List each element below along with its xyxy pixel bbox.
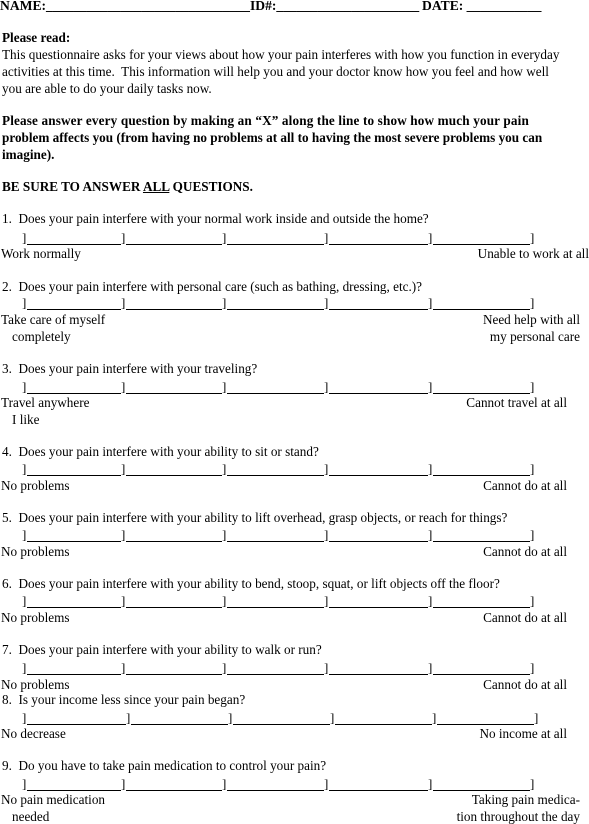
scale-segment[interactable] bbox=[131, 711, 228, 725]
scale-segment[interactable] bbox=[126, 462, 222, 476]
scale-segment[interactable] bbox=[227, 528, 324, 542]
right-anchor-label: Unable to work at all bbox=[477, 246, 589, 261]
name-field[interactable]: NAME:______________________________ bbox=[0, 0, 250, 13]
scale-tick: ] bbox=[428, 776, 433, 791]
scale-segment[interactable] bbox=[329, 380, 428, 394]
rating-scale-line[interactable] bbox=[22, 231, 538, 245]
scale-tick: ] bbox=[222, 295, 227, 310]
scale-tick: ] bbox=[22, 776, 27, 791]
please-read-heading: Please read: bbox=[2, 30, 71, 45]
scale-segment[interactable] bbox=[126, 661, 222, 675]
scale-segment[interactable] bbox=[227, 296, 324, 310]
rating-scale-line[interactable] bbox=[22, 711, 538, 725]
scale-tick: ] bbox=[530, 527, 535, 542]
scale-segment[interactable] bbox=[126, 594, 222, 608]
scale-segment[interactable] bbox=[329, 661, 428, 675]
left-anchor-label: No problems bbox=[1, 544, 70, 559]
scale-tick: ] bbox=[121, 461, 126, 476]
scale-tick: ] bbox=[121, 295, 126, 310]
scale-tick: ] bbox=[330, 710, 335, 725]
scale-tick: ] bbox=[324, 527, 329, 542]
right-anchor-label: Cannot do at all bbox=[483, 610, 567, 625]
scale-tick: ] bbox=[22, 710, 27, 725]
scale-tick: ] bbox=[530, 593, 535, 608]
scale-tick: ] bbox=[228, 710, 233, 725]
right-anchor-label: Cannot do at all bbox=[483, 478, 567, 493]
question-text: 2. Does your pain interfere with personal care (such as bathing, dressing, etc.)? bbox=[2, 279, 423, 294]
scale-segment[interactable] bbox=[437, 711, 534, 725]
scale-tick: ] bbox=[222, 461, 227, 476]
scale-segment[interactable] bbox=[329, 296, 428, 310]
question-text: 7. Does your pain interfere with your ability to walk or run? bbox=[2, 642, 322, 657]
scale-tick: ] bbox=[324, 461, 329, 476]
scale-tick: ] bbox=[121, 593, 126, 608]
scale-segment[interactable] bbox=[126, 380, 222, 394]
left-anchor-label: needed bbox=[12, 809, 50, 824]
scale-segment[interactable] bbox=[227, 231, 324, 245]
scale-segment[interactable] bbox=[126, 296, 222, 310]
intro-line-2: activities at this time. This information will help you and your doctor know how you feel and how well bbox=[2, 64, 549, 79]
scale-tick: ] bbox=[428, 379, 433, 394]
scale-segment[interactable] bbox=[329, 231, 428, 245]
scale-tick: ] bbox=[324, 295, 329, 310]
scale-tick: ] bbox=[324, 230, 329, 245]
scale-tick: ] bbox=[121, 379, 126, 394]
scale-segment[interactable] bbox=[433, 594, 530, 608]
instructions-line-3: imagine). bbox=[2, 147, 55, 162]
scale-tick: ] bbox=[530, 660, 535, 675]
scale-tick: ] bbox=[324, 660, 329, 675]
rating-scale-line[interactable] bbox=[22, 296, 538, 310]
form-header bbox=[0, 0, 589, 53]
left-anchor-label: completely bbox=[12, 329, 71, 344]
scale-tick: ] bbox=[324, 379, 329, 394]
left-anchor-label: No problems bbox=[1, 610, 70, 625]
scale-tick: ] bbox=[428, 527, 433, 542]
scale-tick: ] bbox=[428, 660, 433, 675]
scale-segment[interactable] bbox=[433, 777, 530, 791]
scale-segment[interactable] bbox=[335, 711, 432, 725]
question-text: 3. Does your pain interfere with your traveling? bbox=[2, 361, 258, 376]
scale-tick: ] bbox=[121, 660, 126, 675]
scale-tick: ] bbox=[222, 660, 227, 675]
question-text: 1. Does your pain interfere with your normal work inside and outside the home? bbox=[2, 211, 429, 226]
right-anchor-label: Taking pain medica- bbox=[471, 792, 580, 807]
scale-segment[interactable] bbox=[27, 711, 126, 725]
scale-tick: ] bbox=[530, 230, 535, 245]
scale-tick: ] bbox=[222, 230, 227, 245]
rating-scale-line[interactable] bbox=[22, 777, 538, 791]
rating-scale-line[interactable] bbox=[22, 661, 538, 675]
scale-segment[interactable] bbox=[27, 594, 121, 608]
scale-segment[interactable] bbox=[227, 380, 324, 394]
scale-segment[interactable] bbox=[233, 711, 330, 725]
scale-segment[interactable] bbox=[126, 231, 222, 245]
scale-segment[interactable] bbox=[227, 462, 324, 476]
scale-tick: ] bbox=[432, 710, 437, 725]
scale-tick: ] bbox=[22, 527, 27, 542]
scale-tick: ] bbox=[222, 776, 227, 791]
scale-segment[interactable] bbox=[126, 528, 222, 542]
scale-segment[interactable] bbox=[433, 528, 530, 542]
scale-segment[interactable] bbox=[227, 661, 324, 675]
scale-tick: ] bbox=[530, 379, 535, 394]
scale-segment[interactable] bbox=[27, 777, 121, 791]
scale-tick: ] bbox=[428, 461, 433, 476]
scale-segment[interactable] bbox=[27, 380, 121, 394]
scale-segment[interactable] bbox=[27, 462, 121, 476]
scale-segment[interactable] bbox=[433, 380, 530, 394]
rating-scale-line[interactable] bbox=[22, 462, 538, 476]
scale-tick: ] bbox=[22, 660, 27, 675]
left-anchor-label: Travel anywhere bbox=[1, 395, 90, 410]
scale-tick: ] bbox=[428, 230, 433, 245]
scale-segment[interactable] bbox=[227, 594, 324, 608]
right-anchor-label: Cannot do at all bbox=[483, 677, 567, 692]
scale-segment[interactable] bbox=[329, 462, 428, 476]
date-field[interactable]: DATE: ___________ bbox=[422, 0, 542, 13]
scale-segment[interactable] bbox=[433, 231, 530, 245]
scale-tick: ] bbox=[22, 593, 27, 608]
scale-tick: ] bbox=[222, 593, 227, 608]
scale-tick: ] bbox=[22, 295, 27, 310]
right-anchor-label: No income at all bbox=[479, 726, 567, 741]
right-anchor-label: Need help with all bbox=[482, 312, 580, 327]
id-field[interactable]: ID#:_____________________ bbox=[250, 0, 420, 13]
scale-segment[interactable] bbox=[329, 777, 428, 791]
scale-segment[interactable] bbox=[27, 231, 121, 245]
question-text: 8. Is your income less since your pain began? bbox=[2, 692, 246, 707]
instructions-line-1: Please answer every question by making an “X” along the line to show how much your pain bbox=[2, 113, 529, 128]
question-text: 4. Does your pain interfere with your ability to sit or stand? bbox=[2, 444, 319, 459]
scale-tick: ] bbox=[22, 461, 27, 476]
scale-tick: ] bbox=[324, 776, 329, 791]
question-text: 6. Does your pain interfere with your ability to bend, stoop, squat, or lift objects off the floor? bbox=[2, 576, 500, 591]
rating-scale-line[interactable] bbox=[22, 594, 538, 608]
left-anchor-label: I like bbox=[12, 412, 40, 427]
intro-line-1: This questionnaire asks for your views about how your pain interferes with how you function in everyday bbox=[2, 47, 560, 62]
scale-tick: ] bbox=[121, 527, 126, 542]
question-text: 9. Do you have to take pain medication to control your pain? bbox=[2, 758, 327, 773]
left-anchor-label: No problems bbox=[1, 478, 70, 493]
scale-segment[interactable] bbox=[27, 528, 121, 542]
be-sure-suffix: QUESTIONS. bbox=[169, 179, 253, 194]
scale-tick: ] bbox=[22, 230, 27, 245]
scale-segment[interactable] bbox=[227, 777, 324, 791]
scale-tick: ] bbox=[324, 593, 329, 608]
scale-segment[interactable] bbox=[329, 594, 428, 608]
be-sure-emphasis: ALL bbox=[142, 179, 170, 194]
scale-segment[interactable] bbox=[126, 777, 222, 791]
scale-tick: ] bbox=[530, 776, 535, 791]
scale-tick: ] bbox=[222, 527, 227, 542]
left-anchor-label: No problems bbox=[1, 677, 70, 692]
left-anchor-label: Take care of myself bbox=[1, 312, 106, 327]
right-anchor-label: Cannot do at all bbox=[483, 544, 567, 559]
right-anchor-label: Cannot travel at all bbox=[466, 395, 567, 410]
scale-segment[interactable] bbox=[329, 528, 428, 542]
scale-segment[interactable] bbox=[27, 296, 121, 310]
scale-segment[interactable] bbox=[433, 661, 530, 675]
scale-tick: ] bbox=[222, 379, 227, 394]
be-sure-prefix: BE SURE TO ANSWER bbox=[2, 179, 143, 194]
scale-tick: ] bbox=[530, 295, 535, 310]
scale-tick: ] bbox=[428, 593, 433, 608]
scale-tick: ] bbox=[428, 295, 433, 310]
left-anchor-label: No pain medication bbox=[1, 792, 106, 807]
question-text: 5. Does your pain interfere with your ability to lift overhead, grasp objects, or reach for things? bbox=[2, 510, 508, 525]
left-anchor-label: No decrease bbox=[1, 726, 66, 741]
rating-scale-line[interactable] bbox=[22, 380, 538, 394]
scale-tick: ] bbox=[22, 379, 27, 394]
scale-tick: ] bbox=[126, 710, 131, 725]
scale-tick: ] bbox=[121, 230, 126, 245]
scale-tick: ] bbox=[121, 776, 126, 791]
instructions-line-2: problem affects you (from having no problems at all to having the most severe problems you can bbox=[2, 130, 543, 145]
right-anchor-label: tion throughout the day bbox=[456, 809, 580, 824]
be-sure-notice bbox=[2, 180, 253, 193]
scale-tick: ] bbox=[534, 710, 539, 725]
rating-scale-line[interactable] bbox=[22, 528, 538, 542]
scale-tick: ] bbox=[530, 461, 535, 476]
scale-segment[interactable] bbox=[433, 462, 530, 476]
intro-line-3: you are able to do your daily tasks now. bbox=[2, 81, 212, 96]
left-anchor-label: Work normally bbox=[1, 246, 81, 261]
scale-segment[interactable] bbox=[27, 661, 121, 675]
scale-segment[interactable] bbox=[433, 296, 530, 310]
right-anchor-label: my personal care bbox=[489, 329, 580, 344]
